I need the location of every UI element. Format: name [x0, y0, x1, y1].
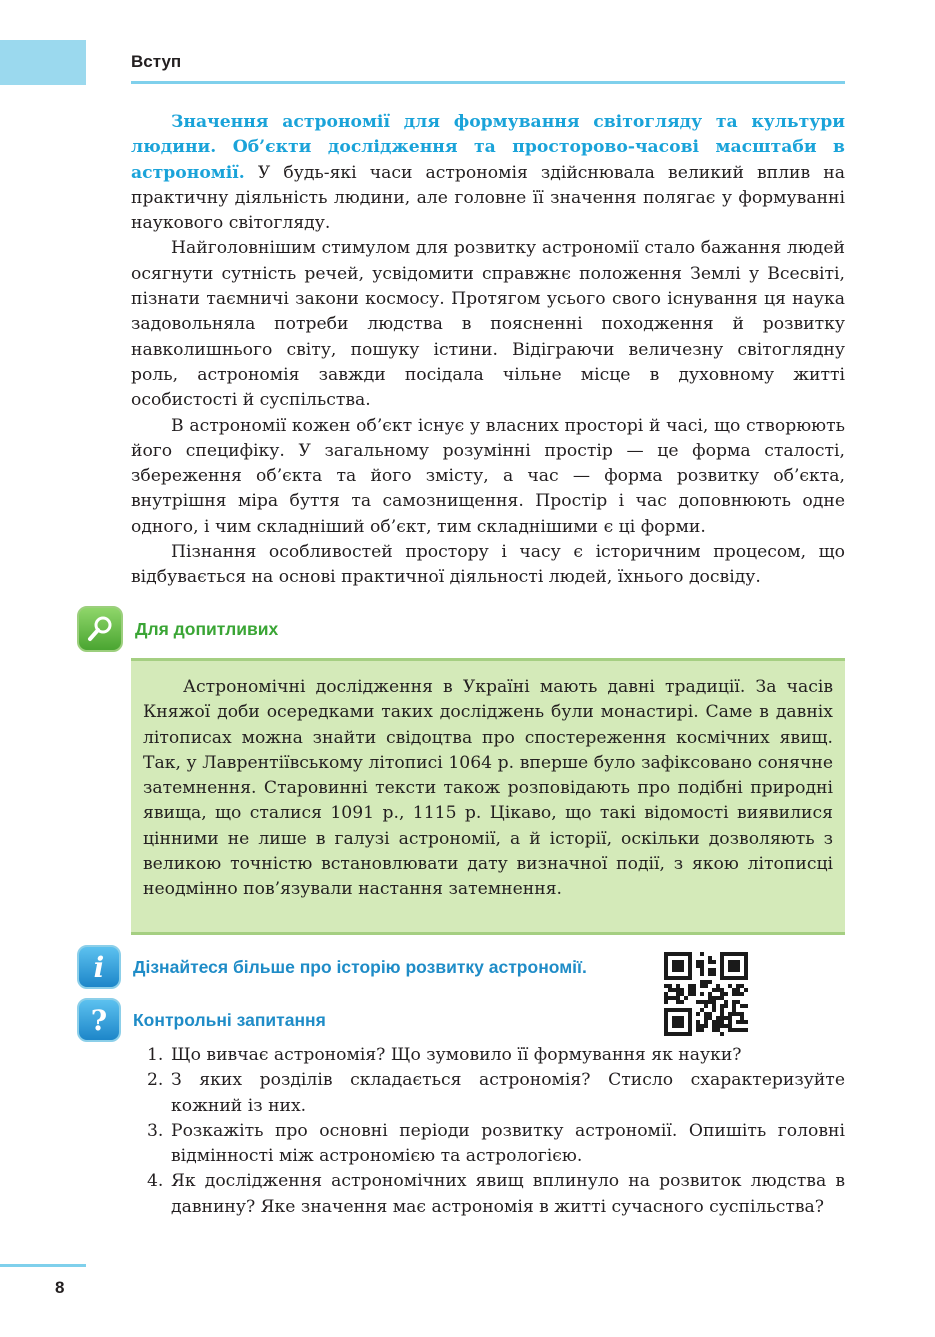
question-text: Як дослідження астрономічних явищ вплинуло на розвиток людства в давнину? Яке значення має астрономія в житті сучасного суспільства? [171, 1171, 845, 1217]
quiz-heading [77, 998, 326, 1042]
qr-code[interactable] [664, 952, 748, 1036]
question-item [147, 1119, 845, 1170]
intro-paragraph-3: В астрономії кожен об’єкт існує у власних просторі й часі, що створюють його специфіку. У загальному розумінні простір — це форма сталості, збереження об’єкта та його змісту, а час — форма розвитку об’єкта, внутрішня міра буття та самознищення. Простір і час доповнюють одне одного, і чим складніший об’єкт, тим складнішими є ці форми. [131, 415, 845, 537]
question-list [147, 1043, 845, 1220]
question-item [147, 1068, 845, 1119]
question-number: 4. [147, 1171, 164, 1192]
question-item [147, 1043, 845, 1068]
info-icon-glyph: i [93, 950, 105, 984]
question-number: 2. [147, 1070, 164, 1091]
question-icon-glyph: ? [90, 1003, 108, 1037]
question-number: 3. [147, 1120, 164, 1141]
info-title: Дізнайтеся більше про історію розвитку астрономії. [133, 956, 587, 977]
intro-text [131, 110, 845, 591]
intro-paragraph-1 [131, 110, 845, 236]
lead-heading: Значення астрономії для формування світогляду та культури людини. Об’єкти дослідження та просторово-часові масштаби в астрономії. [131, 112, 845, 183]
question-text: Що вивчає астрономія? Що зумовило її формування як науки? [171, 1045, 742, 1065]
info-icon [77, 945, 121, 989]
curious-text: Астрономічні дослідження в Україні мають давні традиції. За часів Княжої доби осередками таких досліджень були монастирі. Саме в давніх літописах можна знайти свідоцтва про спостереження космічних явищ. Так, у Лаврентіївському літописі 1064 р. вперше було зафіксовано сонячне затемнення. Старовинні тексти також розповідають про подібні природні явища, що сталися 1091 р., 1115 р. Цікаво, що такі відомості виявилися цінними не лише в галузі астрономії, а й історії, оскільки дозволяють з великою точністю встановлювати дату визначної події, з якою літописці неодмінно пов’язували настання затемнення. [143, 677, 833, 900]
page-number: 8 [55, 1278, 65, 1297]
question-text: Розкажіть про основні періоди розвитку астрономії. Опишіть головні відмінності між астрономією та астрологією. [171, 1120, 845, 1167]
curious-heading [77, 606, 278, 652]
corner-tab [0, 40, 86, 85]
page-header-title: Вступ [131, 52, 182, 71]
info-heading [77, 945, 587, 989]
intro-paragraph-1-rest: У будь-які часи астрономія здійснювала великий вплив на практичну діяльність людини, але головне її значення полягає у формуванні наукового світогляду. [131, 162, 845, 234]
footer-divider [0, 1264, 86, 1267]
question-item [147, 1169, 845, 1220]
question-number: 1. [147, 1045, 164, 1065]
curious-title: Для допитливих [135, 618, 279, 639]
question-text: З яких розділів складається астрономія? Стисло схарактеризуйте кожний із них. [171, 1070, 845, 1116]
intro-paragraph-2: Найголовнішим стимулом для розвитку астрономії стало бажання людей осягнути сутність речей, усвідомити справжнє положення Землі у Всесвіті, пізнати таємничі закони космосу. Протягом усього свого існування ця наука задовольняла потреби людства в поясненні походження й розвитку навколишнього світу, пошуку істини. Відіграючи величезну світоглядну роль, астрономія завжди посідала чільне місце в духовному житті особистості й суспільства. [131, 238, 845, 411]
magnifier-icon [77, 606, 123, 652]
question-icon [77, 998, 121, 1042]
header-divider [131, 81, 845, 84]
quiz-title: Контрольні запитання [133, 1009, 326, 1030]
intro-paragraph-4: Пізнання особливостей простору і часу є історичним процесом, що відбувається на основі практичної діяльності людей, їхнього досвіду. [131, 542, 845, 588]
curious-box [131, 658, 845, 935]
